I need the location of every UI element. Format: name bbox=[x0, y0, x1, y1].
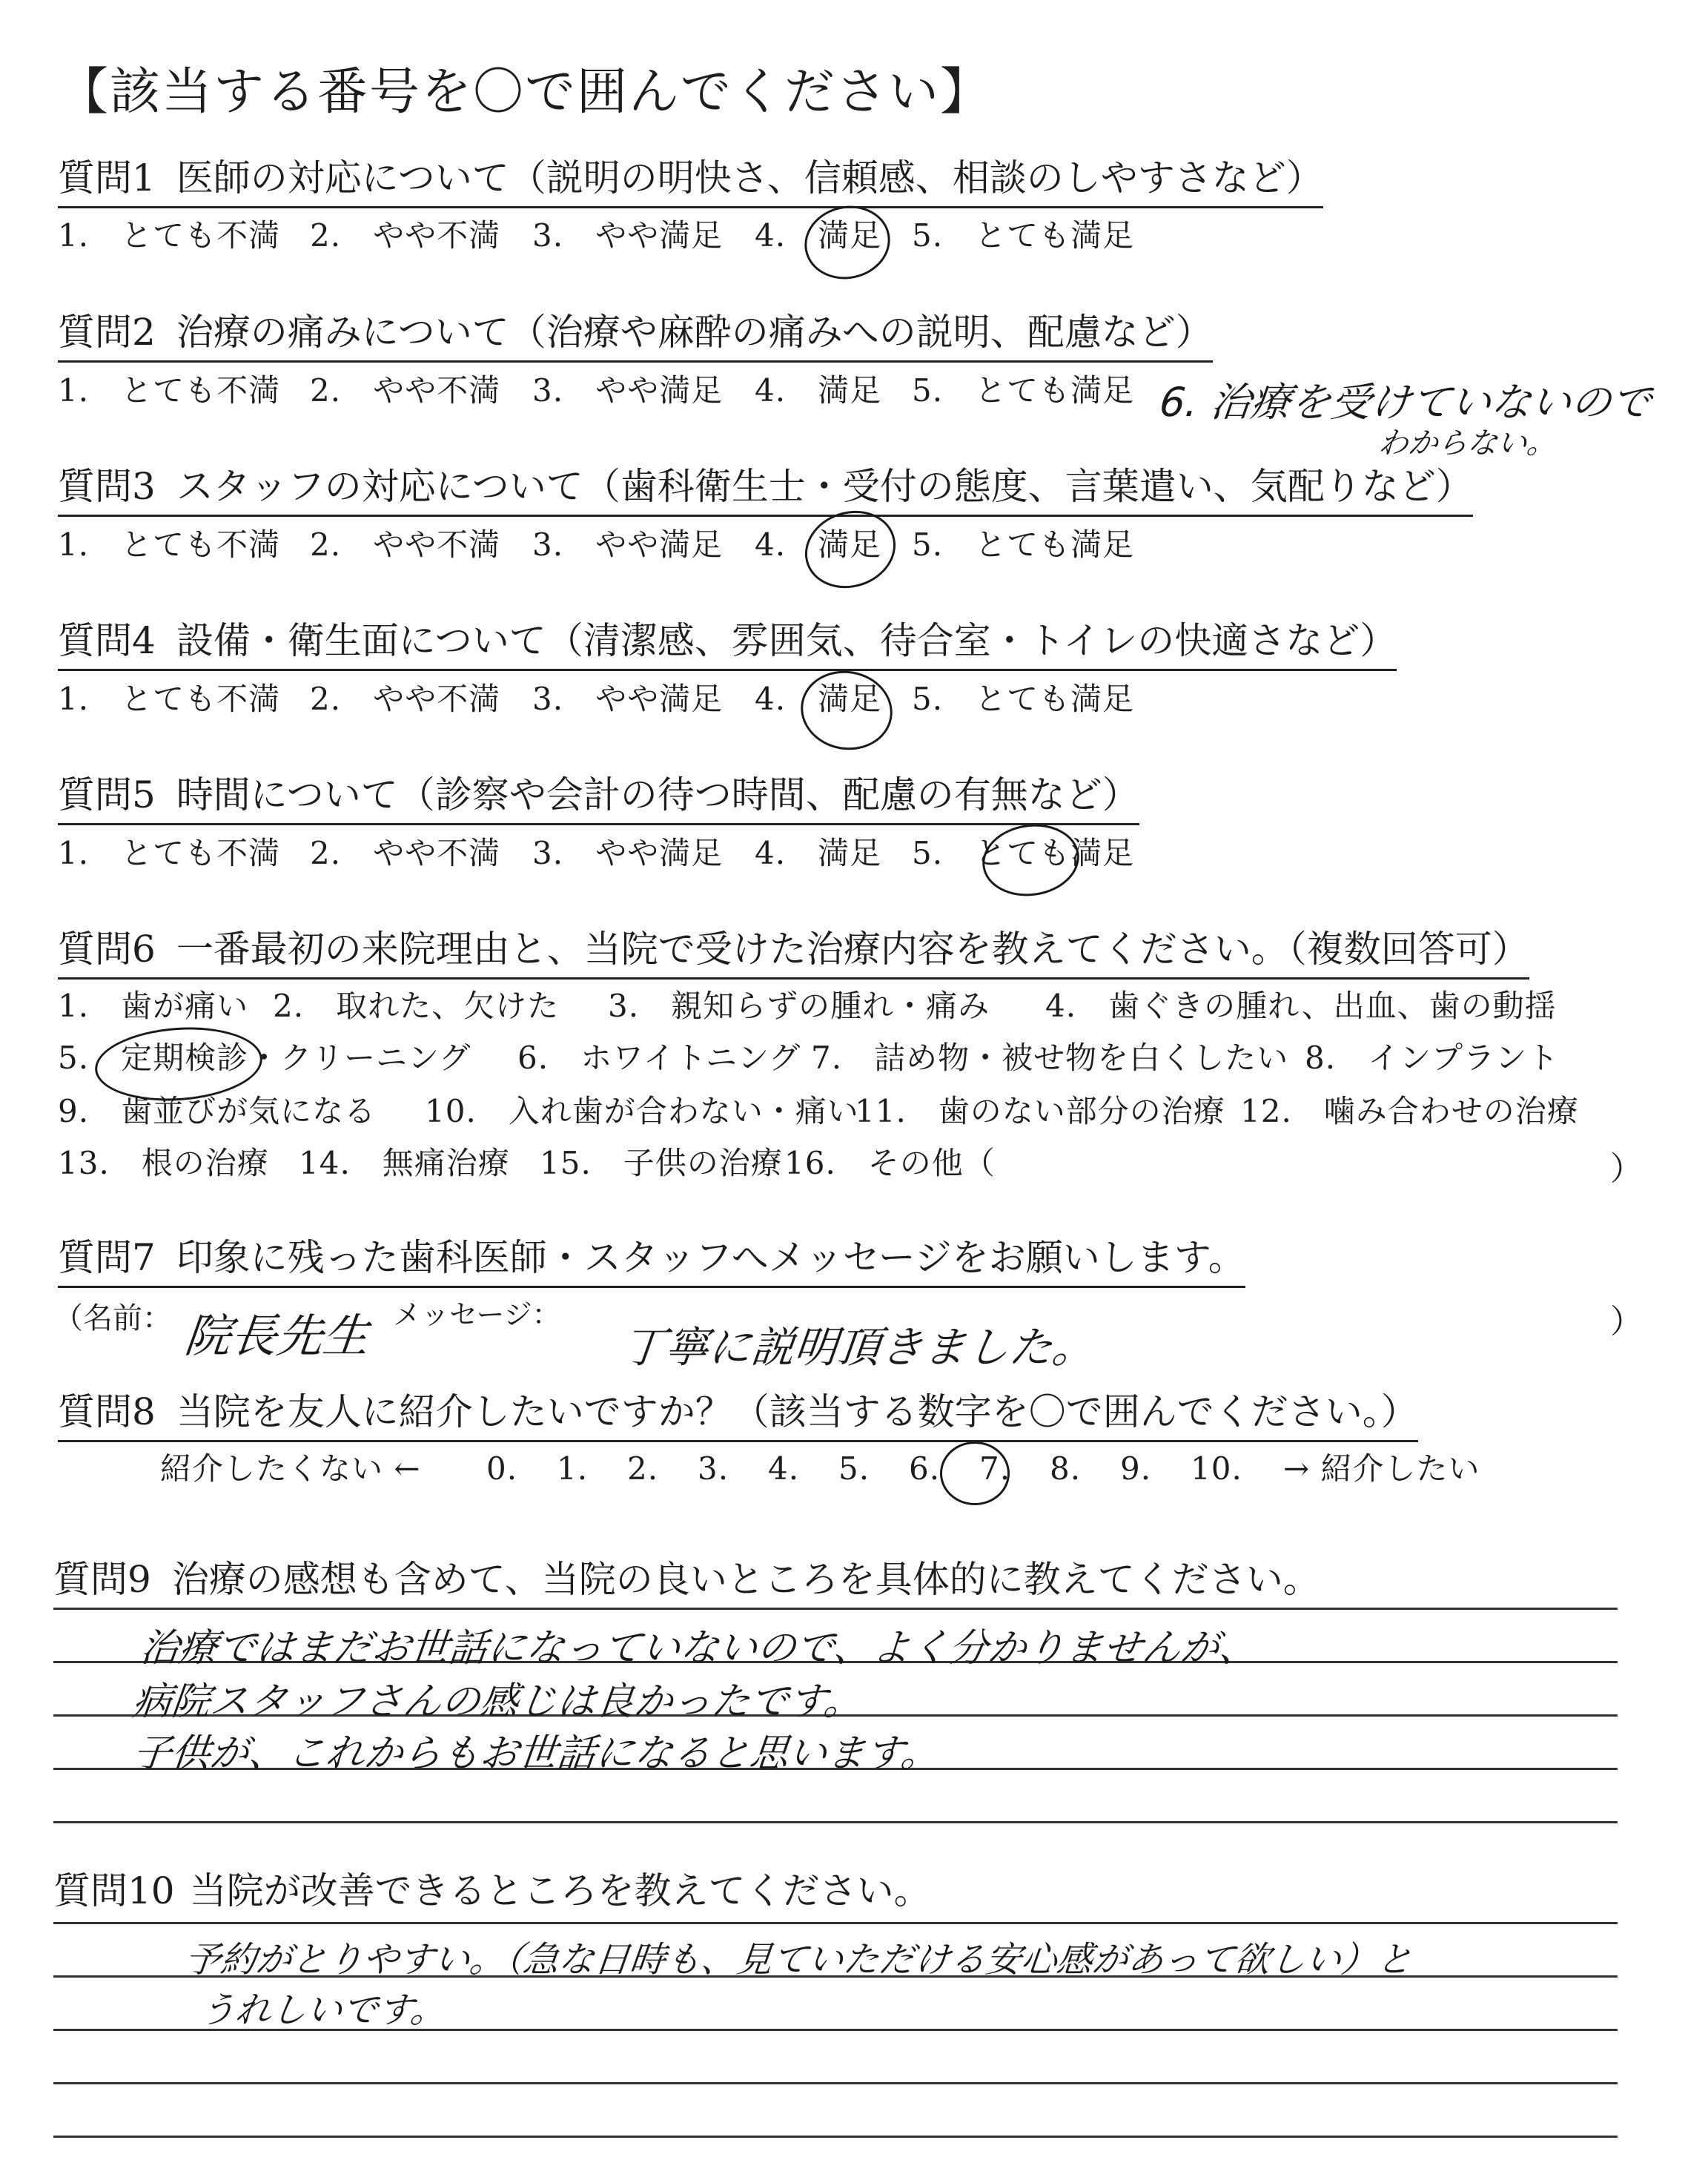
question-number: 質問2 bbox=[58, 311, 156, 354]
scale-right-label: → 紹介したい bbox=[1283, 1450, 1480, 1487]
option-3[interactable]: 3. やや満足 bbox=[532, 835, 724, 871]
q6-option-11[interactable]: 11. 歯のない部分の治療 bbox=[855, 1093, 1225, 1129]
option-2[interactable]: 2. やや不満 bbox=[310, 217, 501, 254]
option-5[interactable]: 5. とても満足 bbox=[912, 217, 1135, 254]
question-text: 治療の痛みについて（治療や麻酔の痛みへの説明、配慮など） bbox=[176, 311, 1213, 354]
question-6-heading bbox=[58, 928, 1529, 980]
q9-answer-line-3[interactable]: 子供が、これからもお世話になると思います。 bbox=[130, 1731, 942, 1776]
answer-circle bbox=[795, 664, 899, 757]
answer-circle bbox=[798, 198, 897, 287]
option-3[interactable]: 3. やや満足 bbox=[532, 526, 724, 563]
page-title: 【該当する番号を〇で囲んでください】 bbox=[58, 63, 993, 122]
answer-line bbox=[53, 1922, 1618, 1924]
question-6-row-1 bbox=[58, 988, 1557, 1025]
scale-4[interactable]: 4. bbox=[768, 1450, 800, 1487]
q6-option-9[interactable]: 9. 歯並びが気になる bbox=[58, 1093, 377, 1129]
q6-option-16[interactable]: 16. その他（ bbox=[784, 1145, 996, 1181]
question-number: 質問1 bbox=[58, 156, 156, 199]
question-number: 質問5 bbox=[58, 773, 156, 816]
question-8-heading bbox=[58, 1391, 1418, 1442]
scale-2[interactable]: 2. bbox=[627, 1450, 659, 1487]
closing-paren: ） bbox=[1610, 1150, 1643, 1188]
q6-option-4[interactable]: 4. 歯ぐきの腫れ、出血、歯の動揺 bbox=[1045, 988, 1557, 1024]
option-4[interactable]: 4. 満足 bbox=[755, 526, 882, 563]
message-value[interactable]: 丁寧に説明頂きました。 bbox=[619, 1322, 1099, 1373]
question-text: 治療の感想も含めて、当院の良いところを具体的に教えてください。 bbox=[171, 1558, 1320, 1601]
scale-6[interactable]: 6. bbox=[909, 1450, 941, 1487]
scale-1[interactable]: 1. bbox=[557, 1450, 589, 1487]
option-1[interactable]: 1. とても不満 bbox=[58, 217, 281, 254]
question-number: 質問4 bbox=[58, 619, 156, 662]
answer-line bbox=[53, 2136, 1618, 2138]
scale-5[interactable]: 5. bbox=[838, 1450, 870, 1487]
answer-line bbox=[53, 1608, 1618, 1610]
handwritten-note: 6. 治療を受けていないので bbox=[1157, 379, 1654, 426]
q6-option-6[interactable]: 6. ホワイトニング bbox=[517, 1040, 801, 1076]
scale-0[interactable]: 0. bbox=[486, 1450, 518, 1487]
option-2[interactable]: 2. やや不満 bbox=[310, 835, 501, 871]
q9-answer-line-2[interactable]: 病院スタッフさんの感じは良かったです。 bbox=[130, 1680, 865, 1724]
q6-option-10[interactable]: 10. 入れ歯が合わない・痛い bbox=[425, 1093, 859, 1129]
option-1[interactable]: 1. とても不満 bbox=[58, 372, 281, 409]
name-label: （名前： bbox=[53, 1301, 172, 1335]
question-6-row-3 bbox=[58, 1093, 1579, 1130]
answer-line bbox=[53, 1821, 1618, 1823]
question-5-heading bbox=[58, 774, 1139, 825]
question-text: 医師の対応について（説明の明快さ、信頼感、相談のしやすさなど） bbox=[176, 156, 1323, 199]
scale-10[interactable]: 10. bbox=[1191, 1450, 1242, 1487]
handwritten-note-continued: わからない。 bbox=[1377, 426, 1559, 460]
q6-option-7[interactable]: 7. 詰め物・被せ物を白くしたい bbox=[811, 1040, 1289, 1076]
q6-option-2[interactable]: 2. 取れた、欠けた bbox=[273, 988, 560, 1024]
question-number: 質問6 bbox=[58, 928, 156, 971]
q6-option-14[interactable]: 14. 無痛治療 bbox=[299, 1145, 510, 1181]
option-1[interactable]: 1. とても不満 bbox=[58, 526, 281, 563]
option-4[interactable]: 4. 満足 bbox=[755, 217, 882, 254]
question-4-options bbox=[58, 681, 1134, 718]
option-5[interactable]: 5. とても満足 bbox=[912, 835, 1135, 871]
question-9-heading bbox=[53, 1550, 1320, 1603]
question-text: スタッフの対応について（歯科衛生士・受付の態度、言葉遣い、気配りなど） bbox=[176, 465, 1473, 508]
question-text: 設備・衛生面について（清潔感、雰囲気、待合室・トイレの快適さなど） bbox=[176, 619, 1397, 662]
question-3-options bbox=[58, 526, 1134, 564]
q9-answer-line-1[interactable]: 治療ではまだお世話になっていないので、よく分かりませんが、 bbox=[138, 1626, 1260, 1671]
question-4-heading bbox=[58, 620, 1397, 671]
question-2-options bbox=[58, 372, 1134, 409]
question-text: 一番最初の来院理由と、当院で受けた治療内容を教えてください。（複数回答可） bbox=[176, 928, 1529, 971]
q6-option-13[interactable]: 13. 根の治療 bbox=[58, 1145, 269, 1181]
q6-option-12[interactable]: 12. 噛み合わせの治療 bbox=[1240, 1093, 1579, 1129]
option-4[interactable]: 4. 満足 bbox=[755, 372, 882, 409]
q6-option-15[interactable]: 15. 子供の治療 bbox=[540, 1145, 783, 1181]
q6-option-5[interactable]: 5. 定期検診・クリーニング bbox=[58, 1040, 471, 1076]
answer-circle bbox=[940, 1441, 1010, 1505]
q10-answer-line-1[interactable]: 予約がとりやすい。（急な日時も、見ていただける安心感があって欲しい）と bbox=[182, 1939, 1415, 1981]
option-4[interactable]: 4. 満足 bbox=[755, 681, 882, 717]
question-number: 質問9 bbox=[53, 1558, 151, 1601]
question-number: 質問7 bbox=[58, 1236, 156, 1279]
question-number: 質問8 bbox=[58, 1390, 156, 1433]
question-2-heading bbox=[58, 311, 1213, 363]
answer-circle bbox=[978, 818, 1084, 902]
option-1[interactable]: 1. とても不満 bbox=[58, 835, 281, 871]
question-3-heading bbox=[58, 466, 1473, 517]
option-3[interactable]: 3. やや満足 bbox=[532, 372, 724, 409]
scale-left-label: 紹介したくない ← bbox=[160, 1450, 421, 1487]
option-2[interactable]: 2. やや不満 bbox=[310, 681, 501, 717]
recommend-scale bbox=[160, 1450, 1480, 1487]
option-2[interactable]: 2. やや不満 bbox=[310, 372, 501, 409]
scale-9[interactable]: 9. bbox=[1120, 1450, 1152, 1487]
question-text: 時間について（診察や会計の待つ時間、配慮の有無など） bbox=[176, 773, 1139, 816]
option-5[interactable]: 5. とても満足 bbox=[912, 681, 1135, 717]
question-text: 当院が改善できるところを教えてください。 bbox=[189, 1869, 931, 1912]
question-5-options bbox=[58, 835, 1134, 872]
question-text: 印象に残った歯科医師・スタッフへメッセージをお願いします。 bbox=[176, 1236, 1245, 1279]
question-text: 当院を友人に紹介したいですか？（該当する数字を〇で囲んでください。） bbox=[176, 1390, 1418, 1433]
question-number: 質問10 bbox=[53, 1869, 175, 1912]
option-3[interactable]: 3. やや満足 bbox=[532, 681, 724, 717]
scale-7[interactable]: 7. bbox=[979, 1450, 1011, 1487]
q6-option-8[interactable]: 8. インプラント bbox=[1305, 1040, 1560, 1076]
option-5[interactable]: 5. とても満足 bbox=[912, 372, 1135, 409]
question-10-heading bbox=[53, 1861, 931, 1915]
closing-paren: ） bbox=[1610, 1303, 1643, 1341]
option-1[interactable]: 1. とても不満 bbox=[58, 681, 281, 717]
question-7-heading bbox=[58, 1237, 1245, 1288]
message-label: メッセージ： bbox=[393, 1298, 560, 1331]
option-3[interactable]: 3. やや満足 bbox=[532, 217, 724, 254]
answer-line bbox=[53, 2082, 1618, 2084]
q6-option-1[interactable]: 1. 歯が痛い bbox=[58, 988, 249, 1024]
option-4[interactable]: 4. 満足 bbox=[755, 835, 882, 871]
scale-8[interactable]: 8. bbox=[1050, 1450, 1082, 1487]
question-number: 質問3 bbox=[58, 465, 156, 508]
question-6-row-2 bbox=[58, 1040, 1559, 1077]
question-1-heading bbox=[58, 157, 1323, 208]
q10-answer-line-2[interactable]: うれしいです。 bbox=[197, 1989, 448, 2031]
scale-3[interactable]: 3. bbox=[698, 1450, 729, 1487]
q6-option-3[interactable]: 3. 親知らずの腫れ・痛み bbox=[608, 988, 990, 1024]
option-5[interactable]: 5. とても満足 bbox=[912, 526, 1135, 563]
question-6-row-4 bbox=[58, 1145, 996, 1182]
question-1-options bbox=[58, 217, 1134, 254]
name-value[interactable]: 院長先生 bbox=[182, 1309, 372, 1363]
option-2[interactable]: 2. やや不満 bbox=[310, 526, 501, 563]
